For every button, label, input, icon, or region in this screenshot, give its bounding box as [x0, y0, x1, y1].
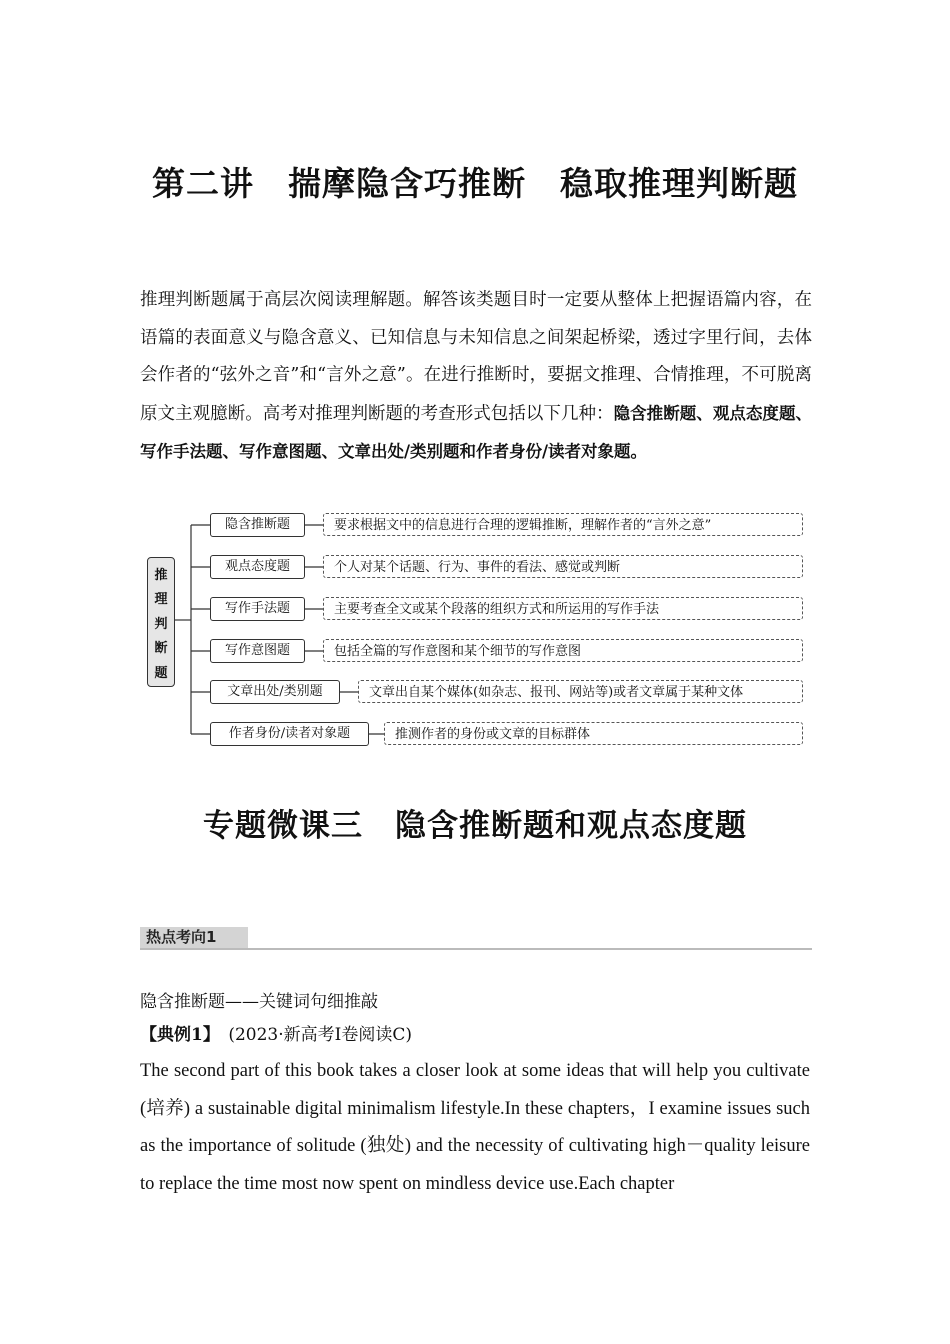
category-box: 文章出处/类别题 — [210, 680, 340, 704]
topic-title: 专题微课三 隐含推断题和观点态度题 — [203, 808, 747, 844]
root-char: 推 — [154, 567, 168, 583]
root-char: 题 — [154, 665, 168, 681]
description-box: 文章出自某个媒体(如杂志、报刊、网站等)或者文章属于某种文体 — [358, 680, 803, 703]
diagram-root-box — [147, 557, 175, 687]
root-char: 判 — [154, 616, 168, 632]
hot-topic-tag: 热点考向1 — [140, 927, 248, 948]
example-source: (2023·新高考Ⅰ卷阅读C) — [211, 1025, 412, 1045]
category-box: 观点态度题 — [210, 555, 305, 579]
root-char: 理 — [154, 592, 168, 607]
category-box: 作者身份/读者对象题 — [210, 722, 369, 746]
description-box: 推测作者的身份或文章的目标群体 — [384, 722, 803, 745]
description-box: 包括全篇的写作意图和某个细节的写作意图 — [323, 639, 803, 662]
root-char: 断 — [154, 641, 168, 656]
description-box: 主要考查全文或某个段落的组织方式和所运用的写作手法 — [323, 597, 803, 620]
lecture-title: 第二讲 揣摩隐含巧推断 稳取推理判断题 — [152, 164, 798, 203]
example-heading — [140, 1020, 412, 1045]
example-label: 【典例1】 — [140, 1025, 212, 1045]
section-subtitle: 隐含推断题——关键词句细推敲 — [140, 992, 378, 1012]
description-box: 要求根据文中的信息进行合理的逻辑推断，理解作者的“言外之意” — [323, 513, 803, 536]
category-box: 写作手法题 — [210, 597, 305, 621]
category-box: 隐含推断题 — [210, 513, 305, 537]
section-divider — [140, 948, 812, 950]
category-box: 写作意图题 — [210, 639, 305, 663]
reading-passage: The second part of this book takes a closer look at some ideas that will help you cultivate (培养) a sustainable digital minimalism lifestyle.In these chapters，I examine issues such as the importance of solitude (独处) and the necessity of cultivating high－quality leisure to replace the time most now spent on mindless device use.Each chapter — [140, 1061, 810, 1194]
intro-paragraph — [140, 282, 812, 472]
description-box: 个人对某个话题、行为、事件的看法、感觉或判断 — [323, 555, 803, 578]
intro-text: 推理判断题属于高层次阅读理解题。解答该类题目时一定要从整体上把握语篇内容，在语篇的表面意义与隐含意义、已知信息与未知信息之间架起桥梁，透过字里行间，去体会作者的“弦外之音”和“言外之意”。在进行推断时，要据文推理、合情推理，不可脱离原文主观臆断。高考对推理判断题的考查形式包括以下几种： — [140, 290, 812, 424]
intro-bold-text: 隐含推断题、观点态度题、写作手法题、写作意图题、文章出处/类别题和作者身份/读者对象题。 — [140, 403, 813, 461]
